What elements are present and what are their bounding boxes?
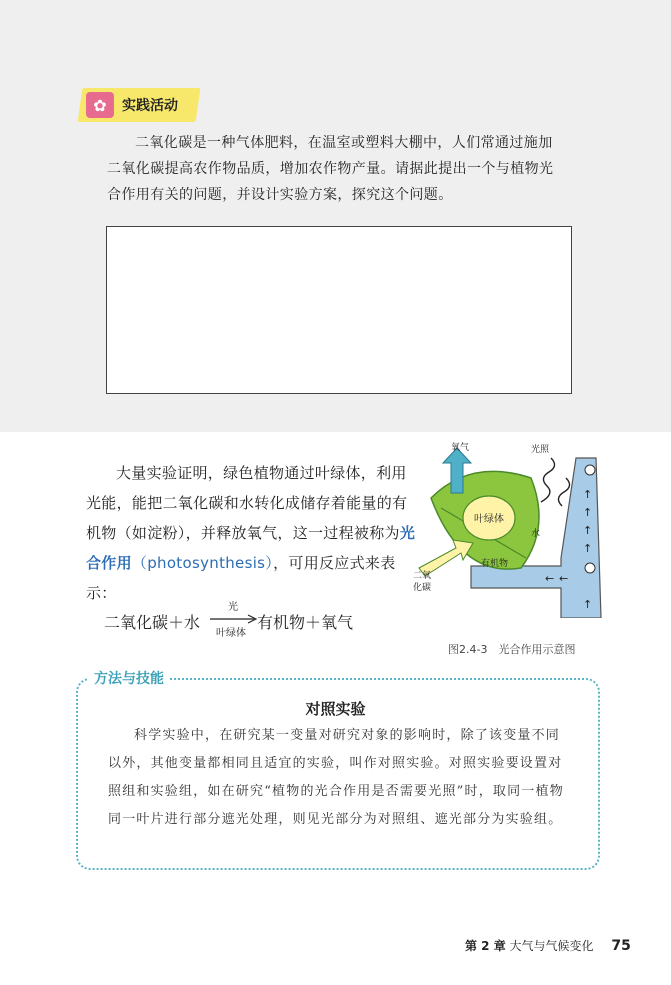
body-text-part2: ，可用反应式来表示：: [86, 554, 396, 602]
activity-icon: ✿: [86, 92, 114, 118]
equation-arrow-icon: [210, 614, 258, 624]
key-term: 光合作用: [86, 524, 416, 572]
light-ray: [541, 458, 555, 502]
light-ray: [558, 478, 569, 506]
svg-text:↑: ↑: [583, 598, 593, 611]
svg-text:↑: ↑: [583, 542, 593, 555]
equation-products: 有机物＋氧气: [257, 613, 354, 632]
label-chloroplast: 叶绿体: [474, 514, 504, 525]
stem-node-icon: [585, 563, 595, 573]
answer-box[interactable]: [106, 226, 572, 394]
activity-intro: [107, 130, 577, 208]
footer-chapter: 第 2 章: [465, 939, 506, 953]
svg-text:←: ←: [545, 572, 555, 585]
intro-line: 二氧化碳提高农作物品质，增加农作物产量。请据此提出一个与植物光: [107, 161, 554, 177]
svg-text:↑: ↑: [583, 506, 593, 519]
svg-text:↑: ↑: [583, 488, 593, 501]
label-co2: 二氧: [413, 571, 432, 581]
label-co2: 化碳: [413, 583, 432, 593]
svg-text:↑: ↑: [583, 524, 593, 537]
label-organic: 有机物: [481, 559, 509, 569]
equation-reactants: 二氧化碳＋水: [104, 613, 201, 632]
equation-condition-light: 光: [228, 602, 238, 613]
svg-text:←: ←: [559, 572, 569, 585]
page-footer: [465, 937, 631, 954]
label-oxygen: 氧气: [451, 443, 470, 453]
intro-line: 合作用有关的问题，并设计实验方案，探究这个问题。: [107, 187, 453, 203]
method-paragraph: [108, 722, 572, 834]
key-term-english: （photosynthesis）: [131, 554, 274, 572]
reaction-equation: [104, 604, 384, 644]
label-light: 光照: [531, 445, 550, 455]
equation-condition-chloroplast: 叶绿体: [216, 628, 246, 639]
photosynthesis-diagram: [411, 438, 611, 618]
stem-node-icon: [585, 465, 595, 475]
label-water: 水: [531, 529, 541, 539]
intro-line: 二氧化碳是一种气体肥料，在温室或塑料大棚中，人们常通过施加: [135, 135, 553, 151]
page-number: 75: [611, 938, 631, 954]
figure-caption: 图2.4-3 光合作用示意图: [448, 643, 576, 656]
footer-chapter-title: 大气与气候变化: [509, 939, 594, 953]
method-text: 科学实验中，在研究某一变量对研究对象的影响时，除了该变量不同以外，其他变量都相同且适宜的实验，叫作对照实验。对照实验要设置对照组和实验组，如在研究“植物的光合作用是否需要光照”时，取同一植物同一叶片进行部分遮光处理，则见光部分为对照组、遮光部分为实验组。: [108, 728, 564, 827]
method-label: 方法与技能: [88, 668, 170, 688]
activity-badge-label: 实践活动: [122, 98, 178, 114]
body-text-part1: 大量实验证明，绿色植物通过叶绿体，利用光能，能把二氧化碳和水转化成储存着能量的有机物（如淀粉），并释放氧气，这一过程被称为: [86, 464, 408, 542]
body-paragraph: [86, 458, 416, 608]
method-title: 对照实验: [305, 700, 366, 718]
